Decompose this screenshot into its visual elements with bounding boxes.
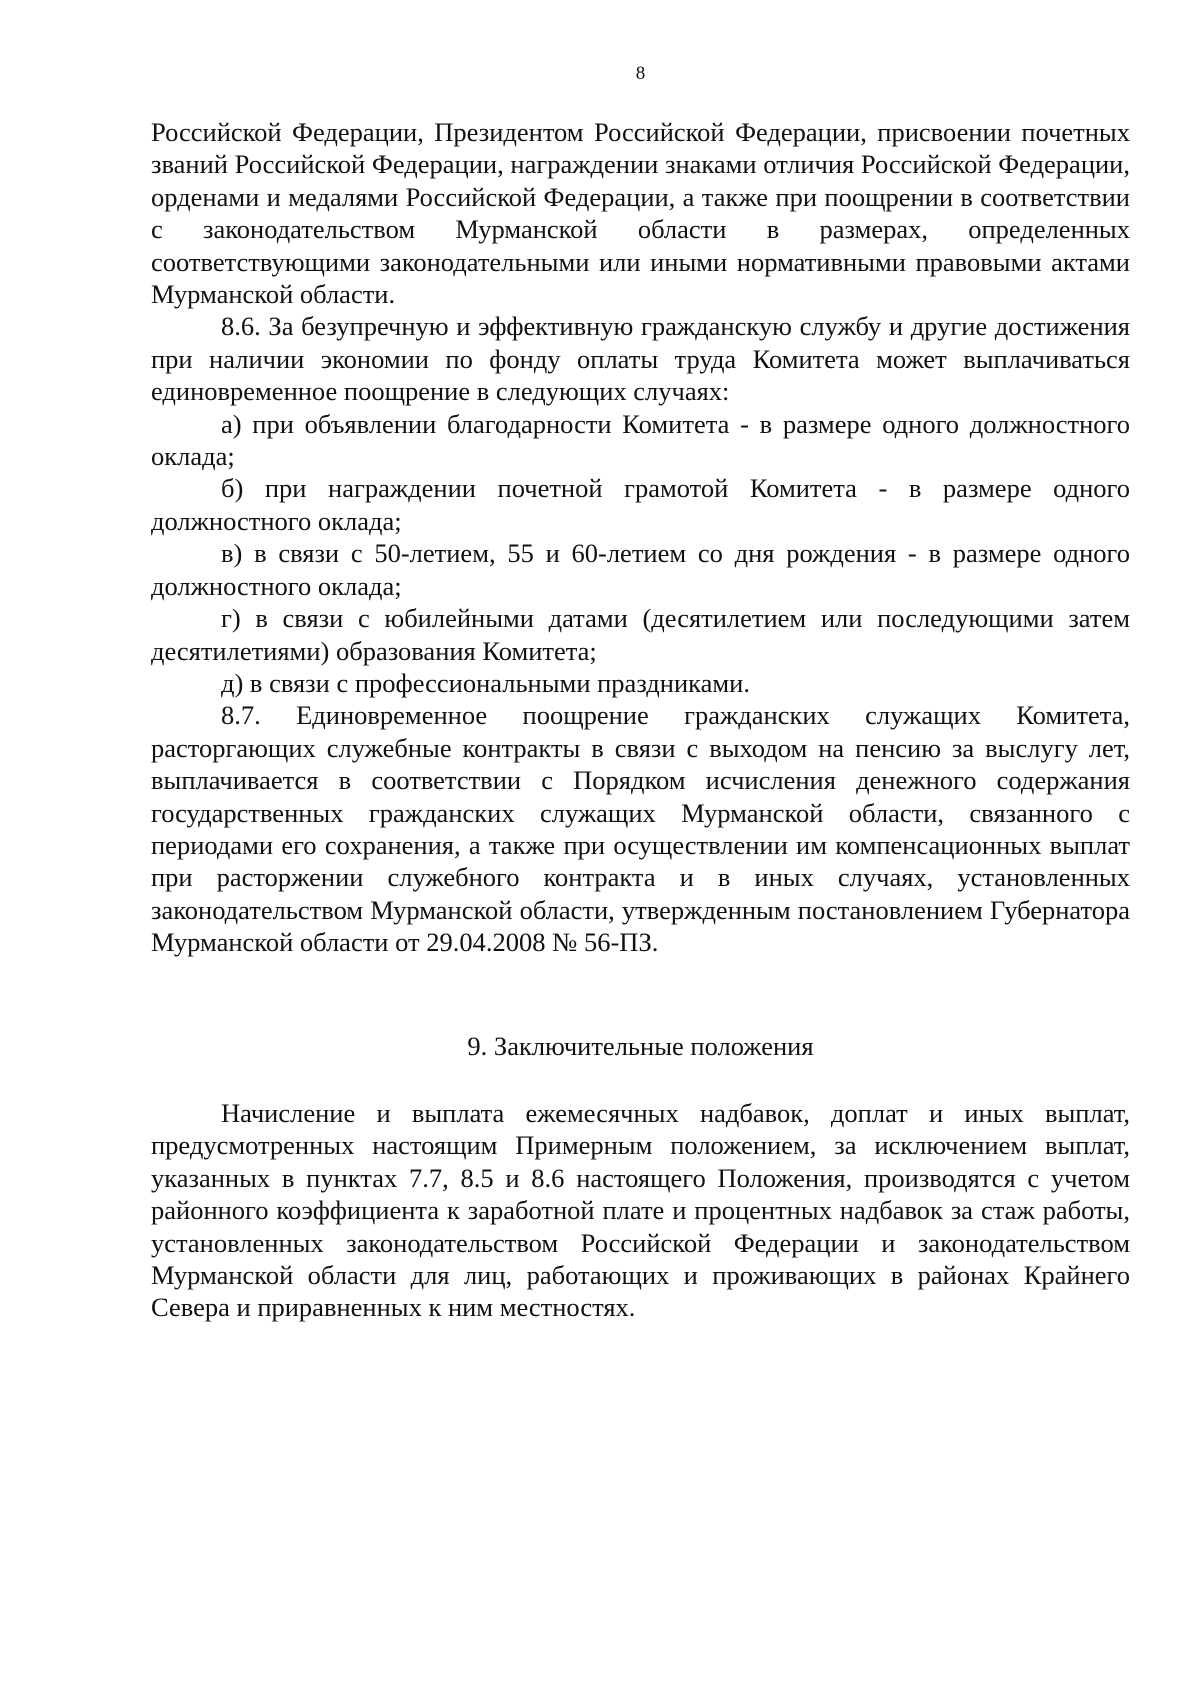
section-heading: 9. Заключительные положения	[467, 1031, 814, 1061]
document-page	[151, 0, 1130, 1697]
final-provisions	[151, 1097, 1130, 1324]
document-body	[151, 116, 1130, 959]
list-item-b: б) при награждении почетной грамотой Комитета - в размере одного должностного оклада;	[151, 473, 1130, 536]
paragraph-continuation: Российской Федерации, Президентом Российской Федерации, присвоении почетных званий Российской Федерации, награждении знаками отличия Российской Федерации, орденами и медалями Российской Федерации, а также при поощрении в соответствии с законодательством Мурманской области в размерах, определенных соответствующими законодательными или иными нормативными правовыми актами Мурманской области.	[151, 117, 1130, 310]
list-item-d: д) в связи с профессиональными праздниками.	[221, 667, 750, 698]
paragraph-8-7: 8.7. Единовременное поощрение гражданских служащих Комитета, расторгающих служебные контракты в связи с выходом на пенсию за выслугу лет, выплачивается в соответствии с Порядком исчисления денежного содержания государственных гражданских служащих Мурманской области, связанного с периодами его сохранения, а также при осуществлении им компенсационных выплат при расторжении служебного контракта и в иных случаях, установленных законодательством Мурманской области, утвержденным постановлением Губернатора Мурманской области от 29.04.2008 № 56-ПЗ.	[151, 700, 1130, 958]
list-item-g: г) в связи с юбилейными датами (десятилетием или последующими затем десятилетиями) образования Комитета;	[151, 603, 1130, 666]
final-paragraph: Начисление и выплата ежемесячных надбавок, доплат и иных выплат, предусмотренных настоящим Примерным положением, за исключением выплат, указанных в пунктах 7.7, 8.5 и 8.6 настоящего Положения, производятся с учетом районного коэффициента к заработной плате и процентных надбавок за стаж работы, установленных законодательством Российской Федерации и законодательством Мурманской области для лиц, работающих и проживающих в районах Крайнего Севера и приравненных к ним местностях.	[151, 1098, 1130, 1323]
list-item-v: в) в связи с 50-летием, 55 и 60-летием со дня рождения - в размере одного должностного оклада;	[151, 538, 1130, 601]
list-item-a: а) при объявлении благодарности Комитета - в размере одного должностного оклада;	[151, 408, 1130, 472]
paragraph-8-6: 8.6. За безупречную и эффективную гражданскую службу и другие достижения при наличии экономии по фонду оплаты труда Комитета может выплачиваться единовременное поощрение в следующих случаях:	[151, 311, 1130, 407]
page-number: 8	[635, 63, 646, 84]
